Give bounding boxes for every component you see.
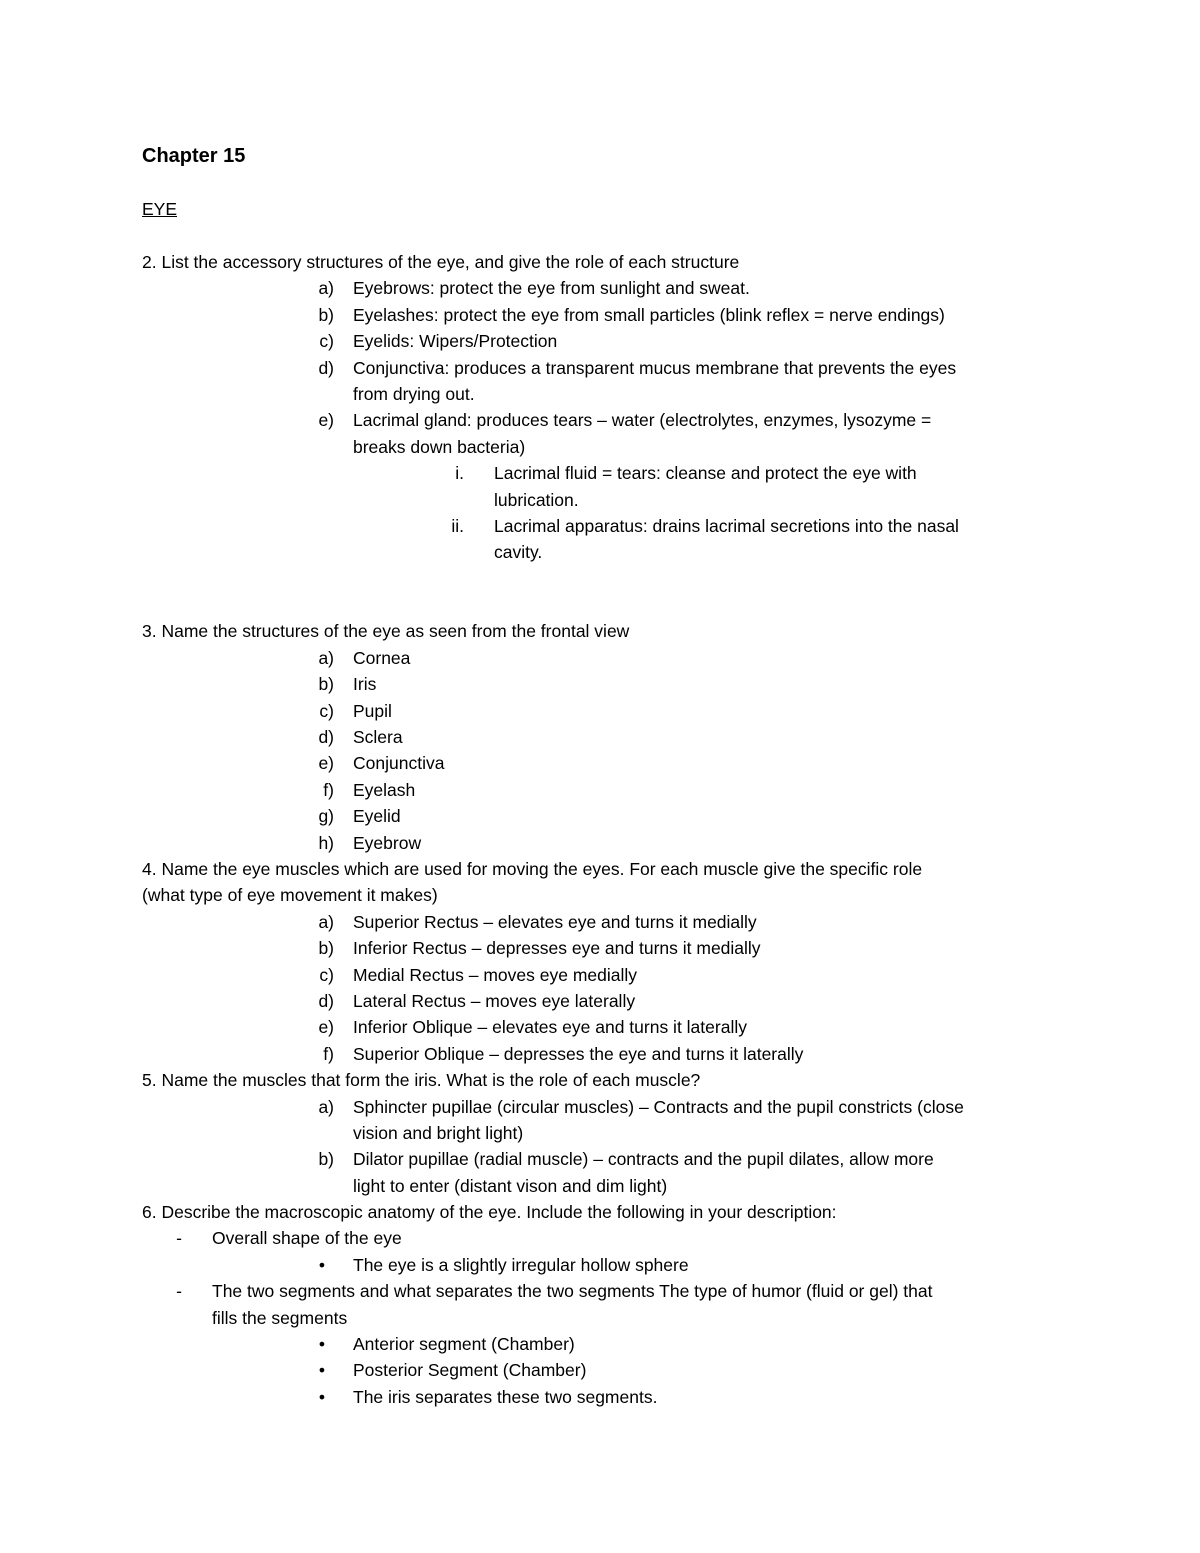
list-marker: b) [318, 938, 334, 959]
list-item-text: Eyebrow [353, 832, 422, 853]
list-item-text: Posterior Segment (Chamber) [353, 1360, 587, 1381]
list-item [142, 1357, 1102, 1383]
list-item [142, 513, 1102, 539]
list-marker: b) [318, 304, 334, 325]
list-marker: f) [323, 779, 334, 800]
list-item [142, 988, 1102, 1014]
list-item [142, 1305, 1102, 1331]
bullet-marker: • [318, 1360, 326, 1381]
list-item [142, 487, 1102, 513]
list-item [142, 935, 1102, 961]
list-item [142, 1225, 1102, 1251]
list-item [142, 1173, 1102, 1199]
list-item-text: Sphincter pupillae (circular muscles) – Contracts and the pupil constricts (close [353, 1096, 964, 1117]
list-item-text: Conjunctiva: produces a transparent mucus membrane that prevents the eyes [353, 357, 957, 378]
list-marker: d) [318, 357, 334, 378]
list-item-text: The two segments and what separates the two segments The type of humor (fluid or gel) that [212, 1281, 933, 1302]
question-line [142, 1067, 1102, 1093]
question-text: 2. List the accessory structures of the eye, and give the role of each structure [142, 252, 740, 272]
list-item [142, 750, 1102, 776]
list-item [142, 830, 1102, 856]
list-marker: a) [318, 911, 334, 932]
list-item [142, 1331, 1102, 1357]
list-item-text: Superior Oblique – depresses the eye and turns it laterally [353, 1043, 804, 1064]
list-item [142, 328, 1102, 354]
dash-marker: - [176, 1281, 182, 1302]
list-marker: a) [318, 1096, 334, 1117]
list-item [142, 1278, 1102, 1304]
list-item [142, 1014, 1102, 1040]
list-marker: e) [318, 753, 334, 774]
list-item [142, 539, 1102, 565]
list-item [142, 275, 1102, 301]
list-item-text: vision and bright light) [353, 1122, 524, 1143]
list-item-text: Inferior Oblique – elevates eye and turns it laterally [353, 1017, 747, 1038]
list-item-text: lubrication. [494, 489, 579, 510]
list-marker: d) [318, 990, 334, 1011]
bullet-marker: • [318, 1386, 326, 1407]
list-item-text: The eye is a slightly irregular hollow sphere [353, 1254, 689, 1275]
list-item-text: The iris separates these two segments. [353, 1386, 658, 1407]
list-item-text: Sclera [353, 727, 403, 748]
list-item-text: Lateral Rectus – moves eye laterally [353, 990, 636, 1011]
list-marker: i. [455, 463, 464, 484]
list-item [142, 645, 1102, 671]
list-marker: e) [318, 1017, 334, 1038]
list-item-text: Eyelash [353, 779, 416, 800]
chapter-title: Chapter 15 [142, 145, 246, 167]
list-marker: c) [319, 964, 334, 985]
dash-marker: - [176, 1228, 182, 1249]
list-marker: c) [319, 331, 334, 352]
list-marker: c) [319, 700, 334, 721]
list-item [142, 671, 1102, 697]
question-line [142, 856, 1102, 882]
bullet-marker: • [318, 1334, 326, 1355]
question-text: (what type of eye movement it makes) [142, 885, 438, 906]
list-item [142, 460, 1102, 486]
list-item-text: Eyelashes: protect the eye from small particles (blink reflex = nerve endings) [353, 304, 945, 325]
list-marker: f) [323, 1043, 334, 1064]
section-heading: EYE [142, 199, 178, 219]
list-item-text: Superior Rectus – elevates eye and turns it medially [353, 911, 757, 932]
document-content [142, 249, 1102, 1410]
list-item [142, 962, 1102, 988]
list-item-text: Inferior Rectus – depresses eye and turns it medially [353, 938, 761, 959]
question-line [142, 249, 1102, 275]
list-item [142, 355, 1102, 381]
list-item [142, 1041, 1102, 1067]
list-marker: h) [318, 832, 334, 853]
question-text: 4. Name the eye muscles which are used for moving the eyes. For each muscle give the specific role [142, 858, 923, 879]
list-marker: a) [318, 647, 334, 668]
list-marker: d) [318, 727, 334, 748]
list-item-text: Medial Rectus – moves eye medially [353, 964, 638, 985]
question-line [142, 1199, 1102, 1225]
list-item [142, 909, 1102, 935]
list-item-text: Anterior segment (Chamber) [353, 1334, 575, 1355]
blank-line [142, 566, 1102, 592]
question-text: 3. Name the structures of the eye as seen from the frontal view [142, 621, 630, 642]
list-item [142, 698, 1102, 724]
list-item-text: cavity. [494, 542, 543, 563]
list-item-text: Lacrimal apparatus: drains lacrimal secretions into the nasal [494, 515, 959, 536]
list-marker: ii. [451, 515, 464, 536]
list-item [142, 1146, 1102, 1172]
list-item [142, 381, 1102, 407]
list-item-text: Dilator pupillae (radial muscle) – contracts and the pupil dilates, allow more [353, 1149, 934, 1170]
list-marker: b) [318, 1149, 334, 1170]
list-item [142, 1120, 1102, 1146]
list-marker: b) [318, 674, 334, 695]
list-item [142, 777, 1102, 803]
list-item [142, 434, 1102, 460]
list-item [142, 407, 1102, 433]
list-item [142, 1252, 1102, 1278]
list-item-text: Pupil [353, 700, 392, 721]
blank-line [142, 592, 1102, 618]
list-item [142, 302, 1102, 328]
list-marker: e) [318, 410, 334, 431]
list-item-text: fills the segments [212, 1307, 348, 1328]
list-item [142, 1094, 1102, 1120]
question-text: 5. Name the muscles that form the iris. What is the role of each muscle? [142, 1070, 701, 1091]
question-line [142, 618, 1102, 644]
list-item-text: Eyelids: Wipers/Protection [353, 331, 558, 352]
list-item [142, 803, 1102, 829]
list-marker: a) [318, 278, 334, 299]
list-marker: g) [318, 806, 334, 827]
list-item-text: Overall shape of the eye [212, 1228, 402, 1249]
list-item [142, 724, 1102, 750]
list-item-text: Eyebrows: protect the eye from sunlight and sweat. [353, 278, 750, 299]
question-text: 6. Describe the macroscopic anatomy of the eye. Include the following in your description: [142, 1202, 837, 1223]
bullet-marker: • [318, 1254, 326, 1275]
list-item-text: breaks down bacteria) [353, 436, 526, 457]
list-item-text: Lacrimal gland: produces tears – water (electrolytes, enzymes, lysozyme = [353, 410, 932, 431]
question-line [142, 882, 1102, 908]
list-item [142, 1384, 1102, 1410]
list-item-text: from drying out. [353, 383, 475, 404]
list-item-text: Iris [353, 674, 377, 695]
list-item-text: light to enter (distant vison and dim light) [353, 1175, 668, 1196]
list-item-text: Eyelid [353, 806, 401, 827]
list-item-text: Conjunctiva [353, 753, 445, 774]
list-item-text: Cornea [353, 647, 411, 668]
list-item-text: Lacrimal fluid = tears: cleanse and protect the eye with [494, 463, 917, 484]
